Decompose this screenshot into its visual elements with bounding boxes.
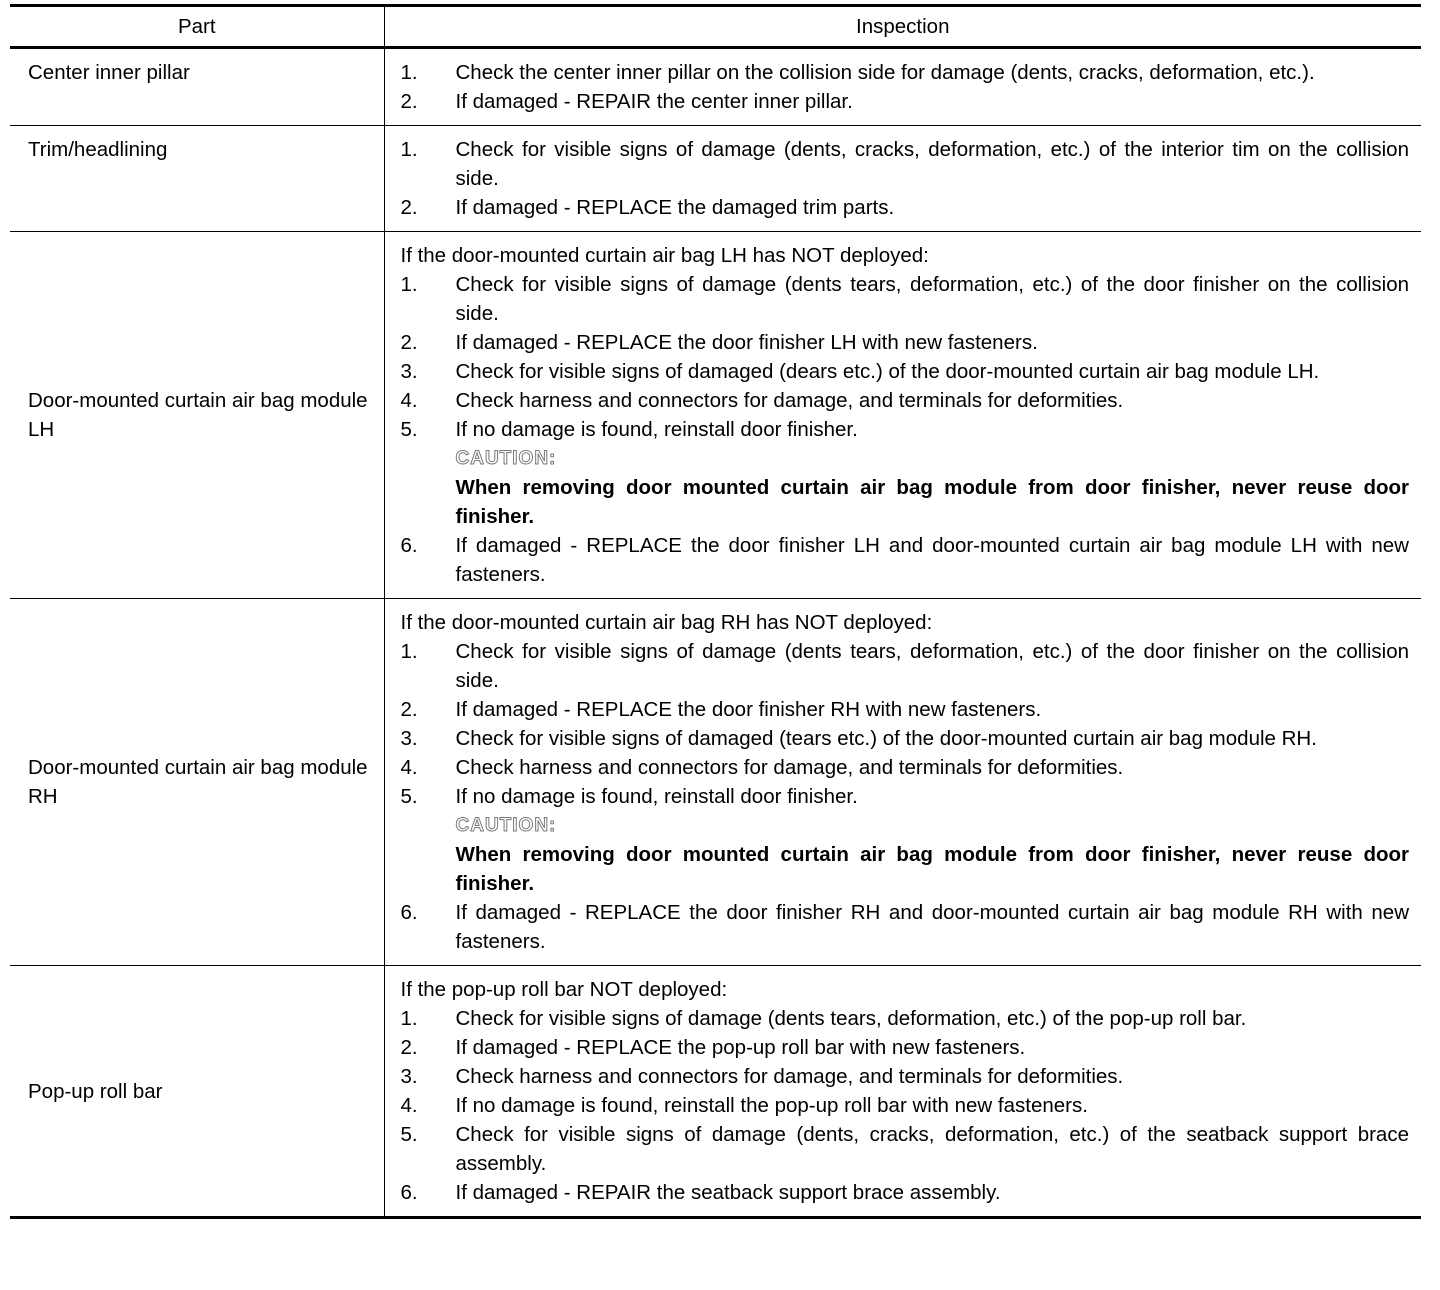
step-text: Check harness and connectors for damage, and terminals for deformities. [455, 756, 1124, 779]
step-text: If no damage is found, reinstall door finisher. [455, 785, 858, 808]
step-body [456, 193, 1410, 222]
step-text: If damaged - REPLACE the pop-up roll bar with new fasteners. [455, 1036, 1026, 1059]
step-body [456, 87, 1410, 116]
inspection-step [401, 386, 1410, 415]
inspection-step [401, 753, 1410, 782]
inspection-intro: If the door-mounted curtain air bag RH has NOT deployed: [400, 611, 933, 634]
step-number: 2. [400, 1036, 418, 1059]
step-body [456, 637, 1410, 695]
step-number: 4. [400, 389, 418, 412]
step-text: Check harness and connectors for damage, and terminals for deformities. [455, 389, 1124, 412]
inspection-step [401, 1091, 1410, 1120]
inspection-step [401, 1033, 1410, 1062]
step-text: Check for visible signs of damage (dents tears, deformation, etc.) of the pop-up roll bar. [455, 1007, 1247, 1030]
inspection-steps [401, 58, 1410, 116]
table-row [10, 966, 1421, 1218]
inspection-steps [401, 1004, 1410, 1207]
table-row [10, 232, 1421, 599]
inspection-cell [384, 48, 1421, 126]
step-text: Check for visible signs of damage (dents, cracks, deformation, etc.) of the seatback support brace assembly. [455, 1123, 1409, 1175]
step-number: 4. [400, 1094, 418, 1117]
step-text: If no damage is found, reinstall the pop-up roll bar with new fasteners. [455, 1094, 1088, 1117]
inspection-cell [384, 966, 1421, 1218]
step-body [456, 1120, 1410, 1178]
step-text: If damaged - REPAIR the seatback support brace assembly. [455, 1181, 1001, 1204]
inspection-step [401, 724, 1410, 753]
step-text: Check the center inner pillar on the collision side for damage (dents, cracks, deformation, etc.). [455, 61, 1315, 84]
step-body [456, 1091, 1410, 1120]
step-number: 2. [400, 196, 418, 219]
inspection-step [401, 898, 1410, 956]
step-text: Check for visible signs of damage (dents tears, deformation, etc.) of the door finisher on the collision side. [455, 273, 1409, 325]
table-row [10, 599, 1421, 966]
inspection-step [401, 1120, 1410, 1178]
step-body [456, 328, 1410, 357]
part-cell: Pop-up roll bar [10, 966, 384, 1218]
step-text: Check for visible signs of damage (dents tears, deformation, etc.) of the door finisher on the collision side. [455, 640, 1409, 692]
step-number: 1. [400, 273, 418, 296]
step-body [456, 58, 1410, 87]
step-number: 6. [400, 534, 418, 557]
step-number: 6. [400, 1181, 418, 1204]
inspection-table [10, 4, 1421, 1219]
inspection-step [401, 695, 1410, 724]
inspection-intro: If the door-mounted curtain air bag LH has NOT deployed: [400, 244, 929, 267]
step-body [456, 898, 1410, 956]
inspection-step [401, 782, 1410, 898]
step-body [456, 724, 1410, 753]
step-text: If damaged - REPLACE the door finisher LH with new fasteners. [455, 331, 1038, 354]
step-body [456, 386, 1410, 415]
inspection-cell [384, 599, 1421, 966]
step-number: 5. [400, 785, 418, 808]
inspection-step [401, 1178, 1410, 1207]
inspection-column-header: Inspection [384, 6, 1421, 48]
inspection-step [401, 87, 1410, 116]
caution-text: When removing door mounted curtain air bag module from door finisher, never reuse door finisher. [455, 476, 1409, 528]
step-number: 4. [400, 756, 418, 779]
step-text: If damaged - REPLACE the damaged trim parts. [455, 196, 895, 219]
part-cell: Door-mounted curtain air bag module LH [10, 232, 384, 599]
inspection-step [401, 135, 1410, 193]
step-body [456, 753, 1410, 782]
table-row [10, 126, 1421, 232]
step-number: 5. [400, 418, 418, 441]
inspection-document [10, 4, 1421, 1219]
caution-label: CAUTION: [455, 815, 557, 836]
step-body [456, 270, 1410, 328]
step-number: 1. [400, 61, 418, 84]
step-body [456, 357, 1410, 386]
inspection-step [401, 193, 1410, 222]
table-body [10, 48, 1421, 1218]
step-body [456, 1004, 1410, 1033]
step-text: Check for visible signs of damaged (tears etc.) of the door-mounted curtain air bag module RH. [455, 727, 1317, 750]
part-cell: Trim/headlining [10, 126, 384, 232]
step-text: Check for visible signs of damaged (dears etc.) of the door-mounted curtain air bag module LH. [455, 360, 1320, 383]
step-number: 3. [400, 360, 418, 383]
inspection-steps [401, 135, 1410, 222]
caution-text: When removing door mounted curtain air bag module from door finisher, never reuse door finisher. [455, 843, 1409, 895]
inspection-step [401, 328, 1410, 357]
step-text: Check for visible signs of damage (dents, cracks, deformation, etc.) of the interior tim on the collision side. [455, 138, 1409, 190]
table-row [10, 48, 1421, 126]
inspection-cell [384, 232, 1421, 599]
step-number: 1. [400, 138, 418, 161]
step-body [456, 531, 1410, 589]
step-text: If damaged - REPAIR the center inner pillar. [455, 90, 853, 113]
step-number: 6. [400, 901, 418, 924]
inspection-step [401, 637, 1410, 695]
inspection-steps [401, 270, 1410, 589]
step-body [456, 1062, 1410, 1091]
step-number: 2. [400, 698, 418, 721]
table-header-row [10, 6, 1421, 48]
inspection-step [401, 58, 1410, 87]
step-text: If no damage is found, reinstall door finisher. [455, 418, 858, 441]
step-text: If damaged - REPLACE the door finisher RH and door-mounted curtain air bag module RH with new fasteners. [455, 901, 1409, 953]
step-body [456, 1178, 1410, 1207]
inspection-step [401, 1062, 1410, 1091]
inspection-step [401, 415, 1410, 531]
step-number: 2. [400, 331, 418, 354]
step-number: 5. [400, 1123, 418, 1146]
step-body [456, 135, 1410, 193]
step-body [456, 695, 1410, 724]
inspection-step [401, 270, 1410, 328]
step-number: 1. [400, 640, 418, 663]
caution-label: CAUTION: [455, 448, 557, 469]
inspection-steps [401, 637, 1410, 956]
step-number: 1. [400, 1007, 418, 1030]
step-body [456, 782, 1410, 898]
step-number: 3. [400, 1065, 418, 1088]
step-text: If damaged - REPLACE the door finisher RH with new fasteners. [455, 698, 1042, 721]
inspection-cell [384, 126, 1421, 232]
inspection-step [401, 1004, 1410, 1033]
part-cell: Door-mounted curtain air bag module RH [10, 599, 384, 966]
step-text: Check harness and connectors for damage, and terminals for deformities. [455, 1065, 1124, 1088]
step-number: 3. [400, 727, 418, 750]
step-number: 2. [400, 90, 418, 113]
step-text: If damaged - REPLACE the door finisher LH and door-mounted curtain air bag module LH with new fasteners. [455, 534, 1409, 586]
part-column-header: Part [10, 6, 384, 48]
inspection-step [401, 357, 1410, 386]
step-body [456, 1033, 1410, 1062]
part-cell: Center inner pillar [10, 48, 384, 126]
inspection-intro: If the pop-up roll bar NOT deployed: [400, 978, 728, 1001]
step-body [456, 415, 1410, 531]
inspection-step [401, 531, 1410, 589]
